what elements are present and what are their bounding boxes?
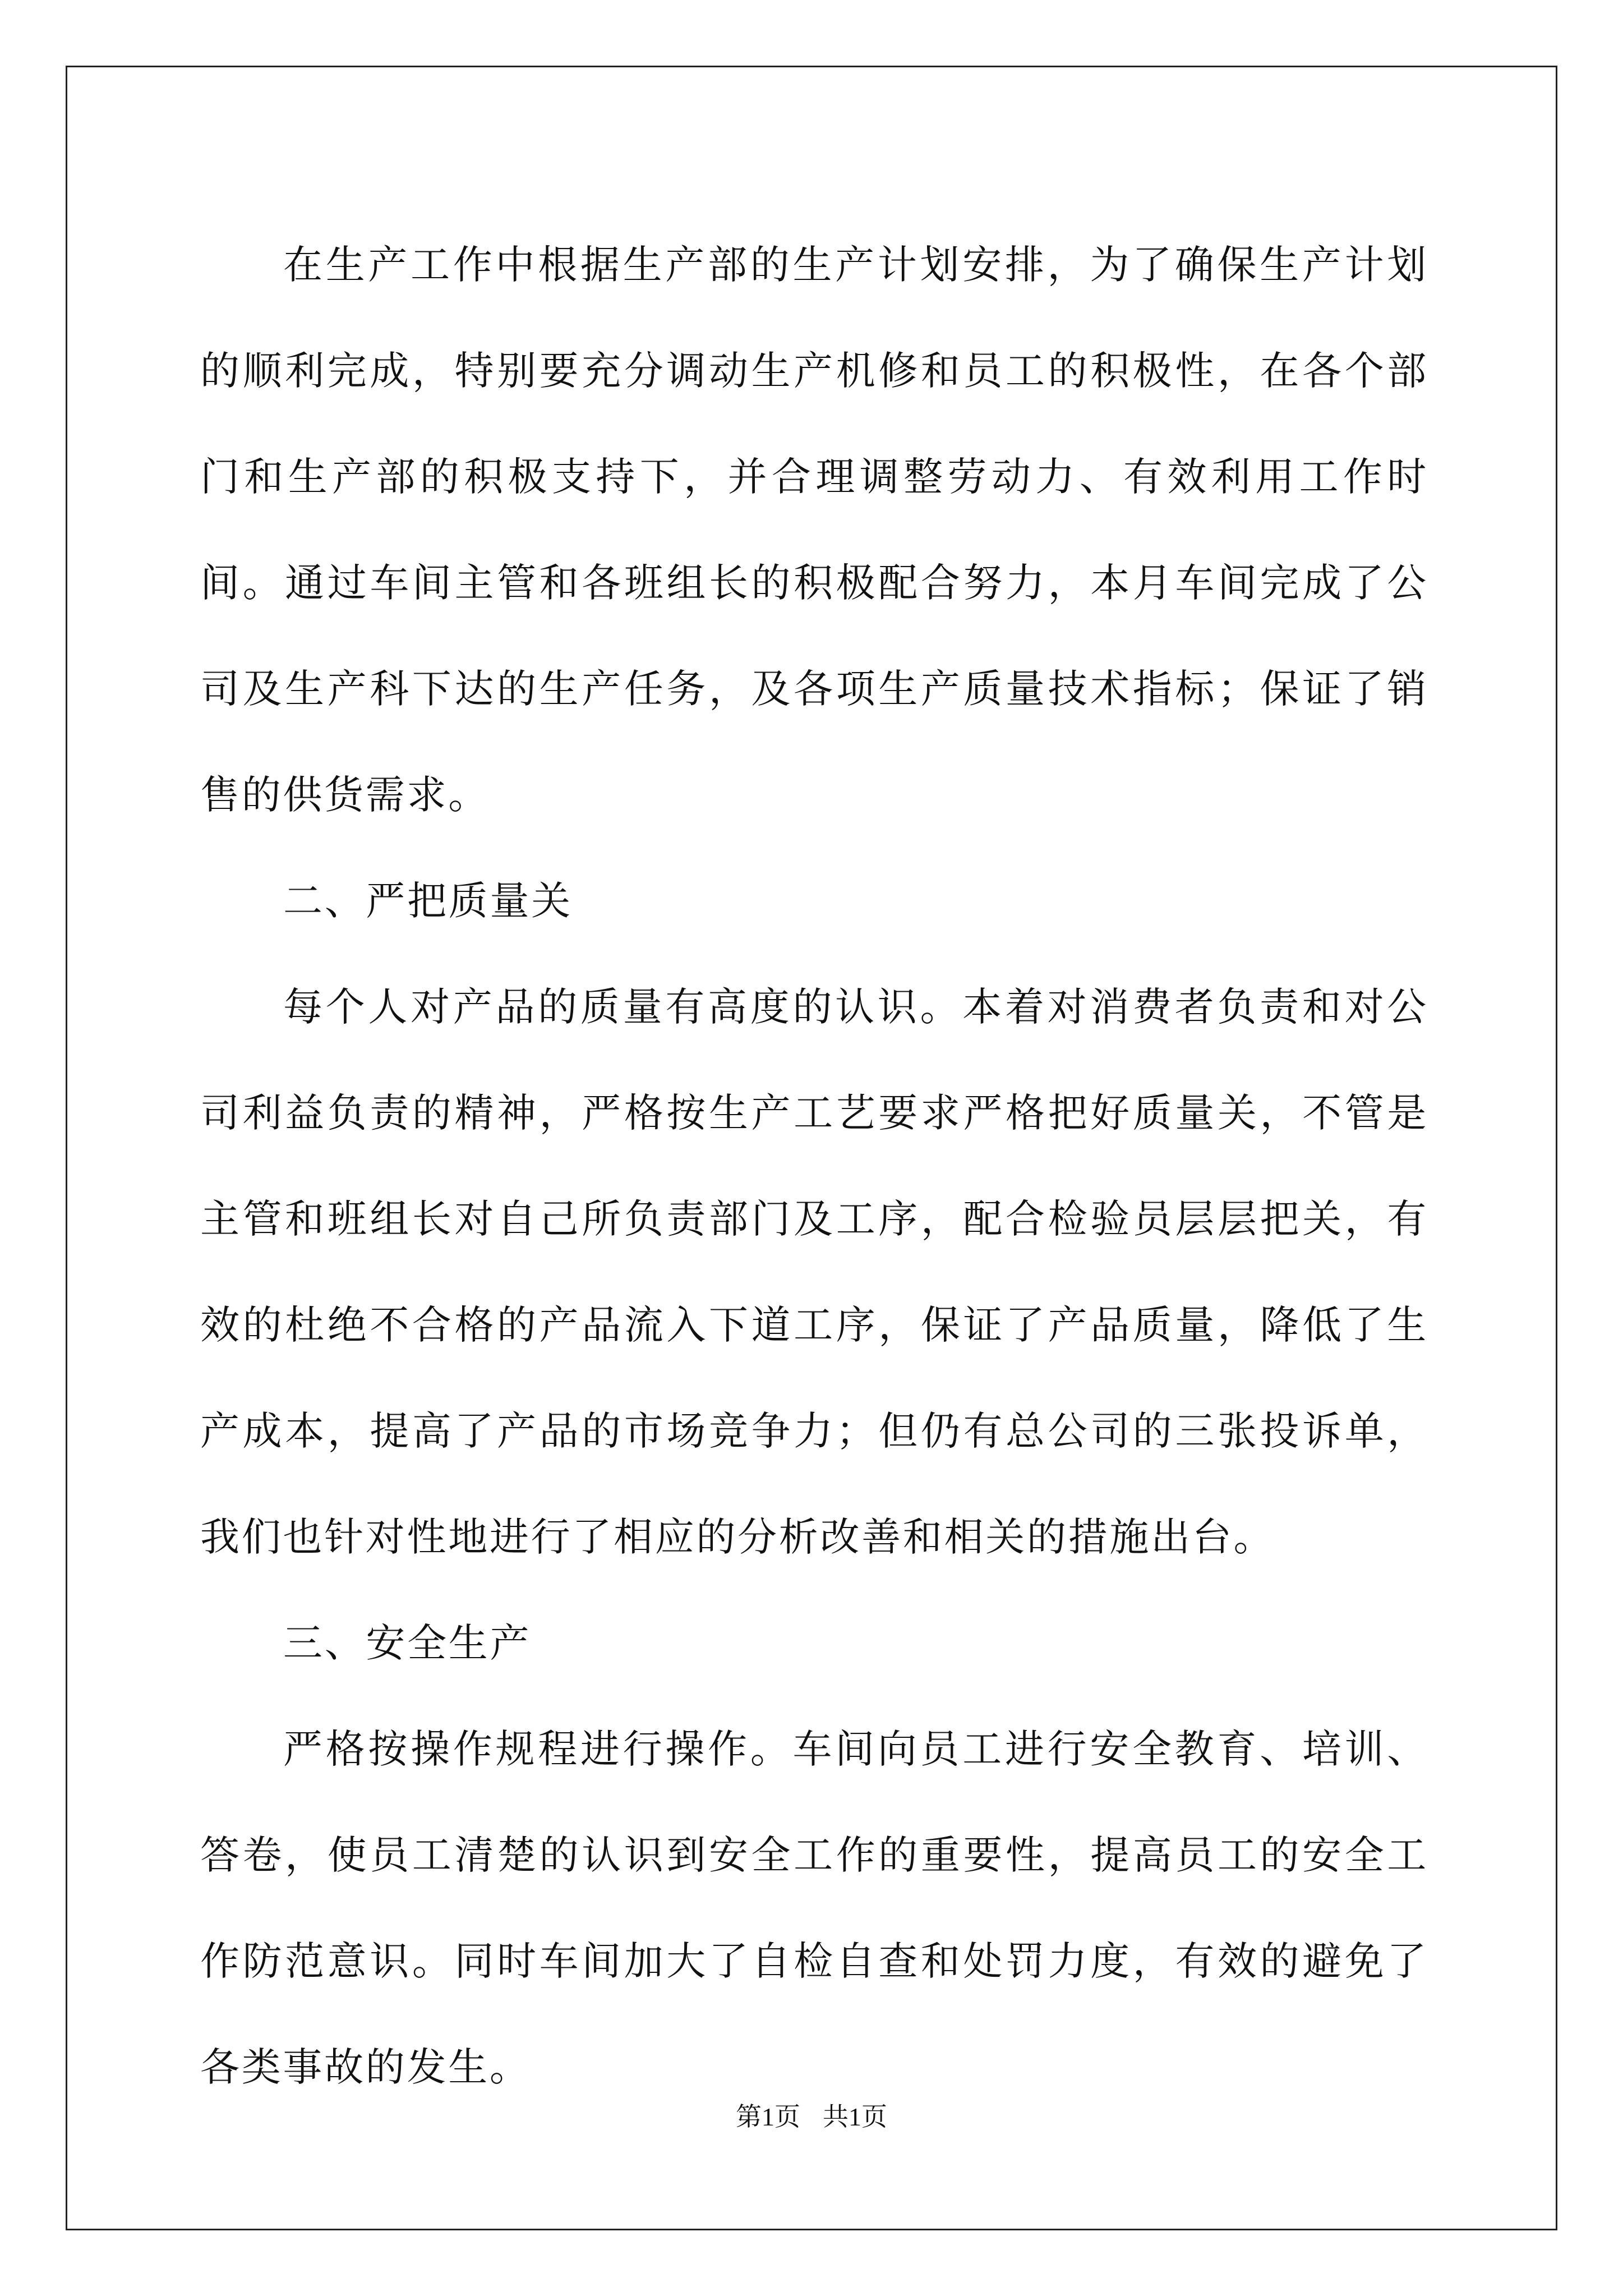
page-footer <box>0 2100 1623 2134</box>
page-total: 共1页 <box>823 2102 887 2131</box>
paragraph-quality-control: 每个人对产品的质量有高度的认识。本着对消费者负责和对公司利益负责的精神，严格按生产工艺要求严格把好质量关，不管是主管和班组长对自己所负责部门及工序，配合检验员层层把关，有效的杜绝不合格的产品流入下道工序，保证了产品质量，降低了生产成本，提高了产品的市场竞争力；但仍有总公司的三张投诉单，我们也针对性地进行了相应的分析改善和相关的措施出台。 <box>200 984 1428 1560</box>
document-body <box>200 212 1428 2120</box>
heading-safe-production: 三、安全生产 <box>283 1620 532 1666</box>
page-number: 第1页 <box>736 2102 800 2131</box>
heading-quality-control: 二、严把质量关 <box>283 878 573 924</box>
paragraph-safe-production: 严格按操作规程进行操作。车间向员工进行安全教育、培训、答卷，使员工清楚的认识到安全工作的重要性，提高员工的安全工作防范意识。同时车间加大了自检自查和处罚力度，有效的避免了各类事故的发生。 <box>200 1726 1428 2090</box>
paragraph-production-plan: 在生产工作中根据生产部的生产计划安排，为了确保生产计划的顺利完成，特别要充分调动生产机修和员工的积极性，在各个部门和生产部的积极支持下，并合理调整劳动力、有效利用工作时间。通过车间主管和各班组长的积极配合努力，本月车间完成了公司及生产科下达的生产任务，及各项生产质量技术指标；保证了销售的供货需求。 <box>200 242 1428 818</box>
